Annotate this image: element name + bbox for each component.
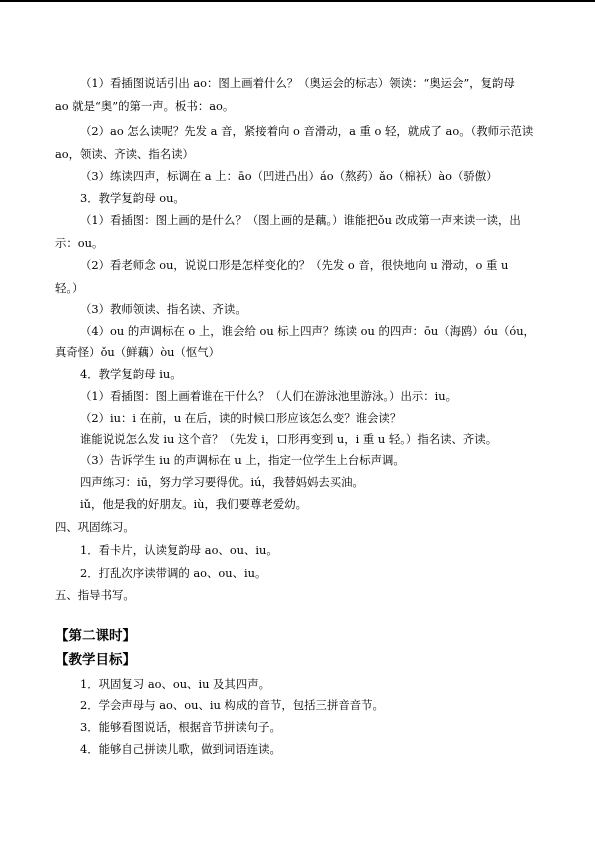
paragraph-line: 3．教学复韵母 ou。 (80, 191, 185, 205)
goal-item: 3．能够看图说话，根据音节拼读句子。 (80, 720, 281, 734)
paragraph-line: 示：ou。 (55, 236, 104, 250)
paragraph-line: （1）看插图说话引出 ao：图上画着什么？（奥运会的标志）领读：“奥运会”，复韵母 (80, 76, 515, 90)
goal-item: 4．能够自己拼读儿歌，做到词语连读。 (80, 742, 281, 756)
section-heading: 五、指导书写。 (55, 588, 135, 602)
list-item: 2．打乱次序读带调的 ao、ou、iu。 (80, 566, 267, 580)
paragraph-line: （4）ou 的声调标在 o 上，谁会给 ou 标上四声？练读 ou 的四声：ōu（海鸥）óu（óu， (80, 324, 535, 338)
paragraph-line: 4．教学复韵母 iu。 (80, 367, 182, 381)
paragraph-line: （3）教师领读、指名读、齐读。 (80, 302, 247, 316)
goal-item: 1．巩固复习 ao、ou、iu 及其四声。 (80, 677, 270, 691)
goal-item: 2．学会声母与 ao、ou、iu 构成的音节，包括三拼音音节。 (80, 698, 384, 712)
section-heading: 四、巩固练习。 (55, 520, 135, 534)
paragraph-line: iǔ，他是我的好朋友。iù，我们要尊老爱幼。 (80, 497, 307, 511)
paragraph-line: ao，领读、齐读、指名读） (55, 147, 194, 161)
paragraph-line: （3）练读四声，标调在 a 上：āo（凹进凸出）áo（熬药）ǎo（棉袄）ào（骄傲） (80, 169, 498, 183)
paragraph-line: （2）iu：i 在前，u 在后，读的时候口形应该怎么变？谁会读？ (80, 411, 402, 425)
paragraph-line: 真奇怪）ǒu（鲜藕）òu（怄气） (55, 345, 221, 359)
list-item: 1．看卡片，认读复韵母 ao、ou、iu。 (80, 543, 278, 557)
paragraph-line: （1）看插图：图上画的是什么？（图上画的是藕。）谁能把ǒu 改成第一声来读一读，出 (80, 213, 521, 227)
paragraph-line: （1）看插图：图上画着谁在干什么？（人们在游泳池里游泳。）出示：iu。 (80, 389, 458, 403)
paragraph-line: 四声练习：iū，努力学习要得优。iú，我替妈妈去买油。 (80, 475, 364, 489)
paragraph-line: 轻。） (55, 281, 84, 295)
goals-heading: 【教学目标】 (55, 652, 136, 668)
paragraph-line: （3）告诉学生 iu 的声调标在 u 上，指定一位学生上台标声调。 (80, 453, 405, 467)
paragraph-line: （2）看老师念 ou，说说口形是怎样变化的？（先发 o 音，很快地向 u 滑动，o 重 u (80, 258, 509, 272)
paragraph-line: （2）ao 怎么读呢？先发 a 音，紧接着向 o 音滑动，a 重 o 轻，就成了 ao。（教师示范读 (80, 124, 534, 138)
page-top-border (0, 0, 595, 2)
paragraph-line: 谁能说说怎么发 iu 这个音？（先发 i，口形再变到 u，i 重 u 轻。）指名读、齐读。 (80, 432, 498, 446)
paragraph-line: ao 就是“奥”的第一声。板书：ao。 (55, 99, 235, 113)
lesson-heading: 【第二课时】 (55, 628, 136, 644)
